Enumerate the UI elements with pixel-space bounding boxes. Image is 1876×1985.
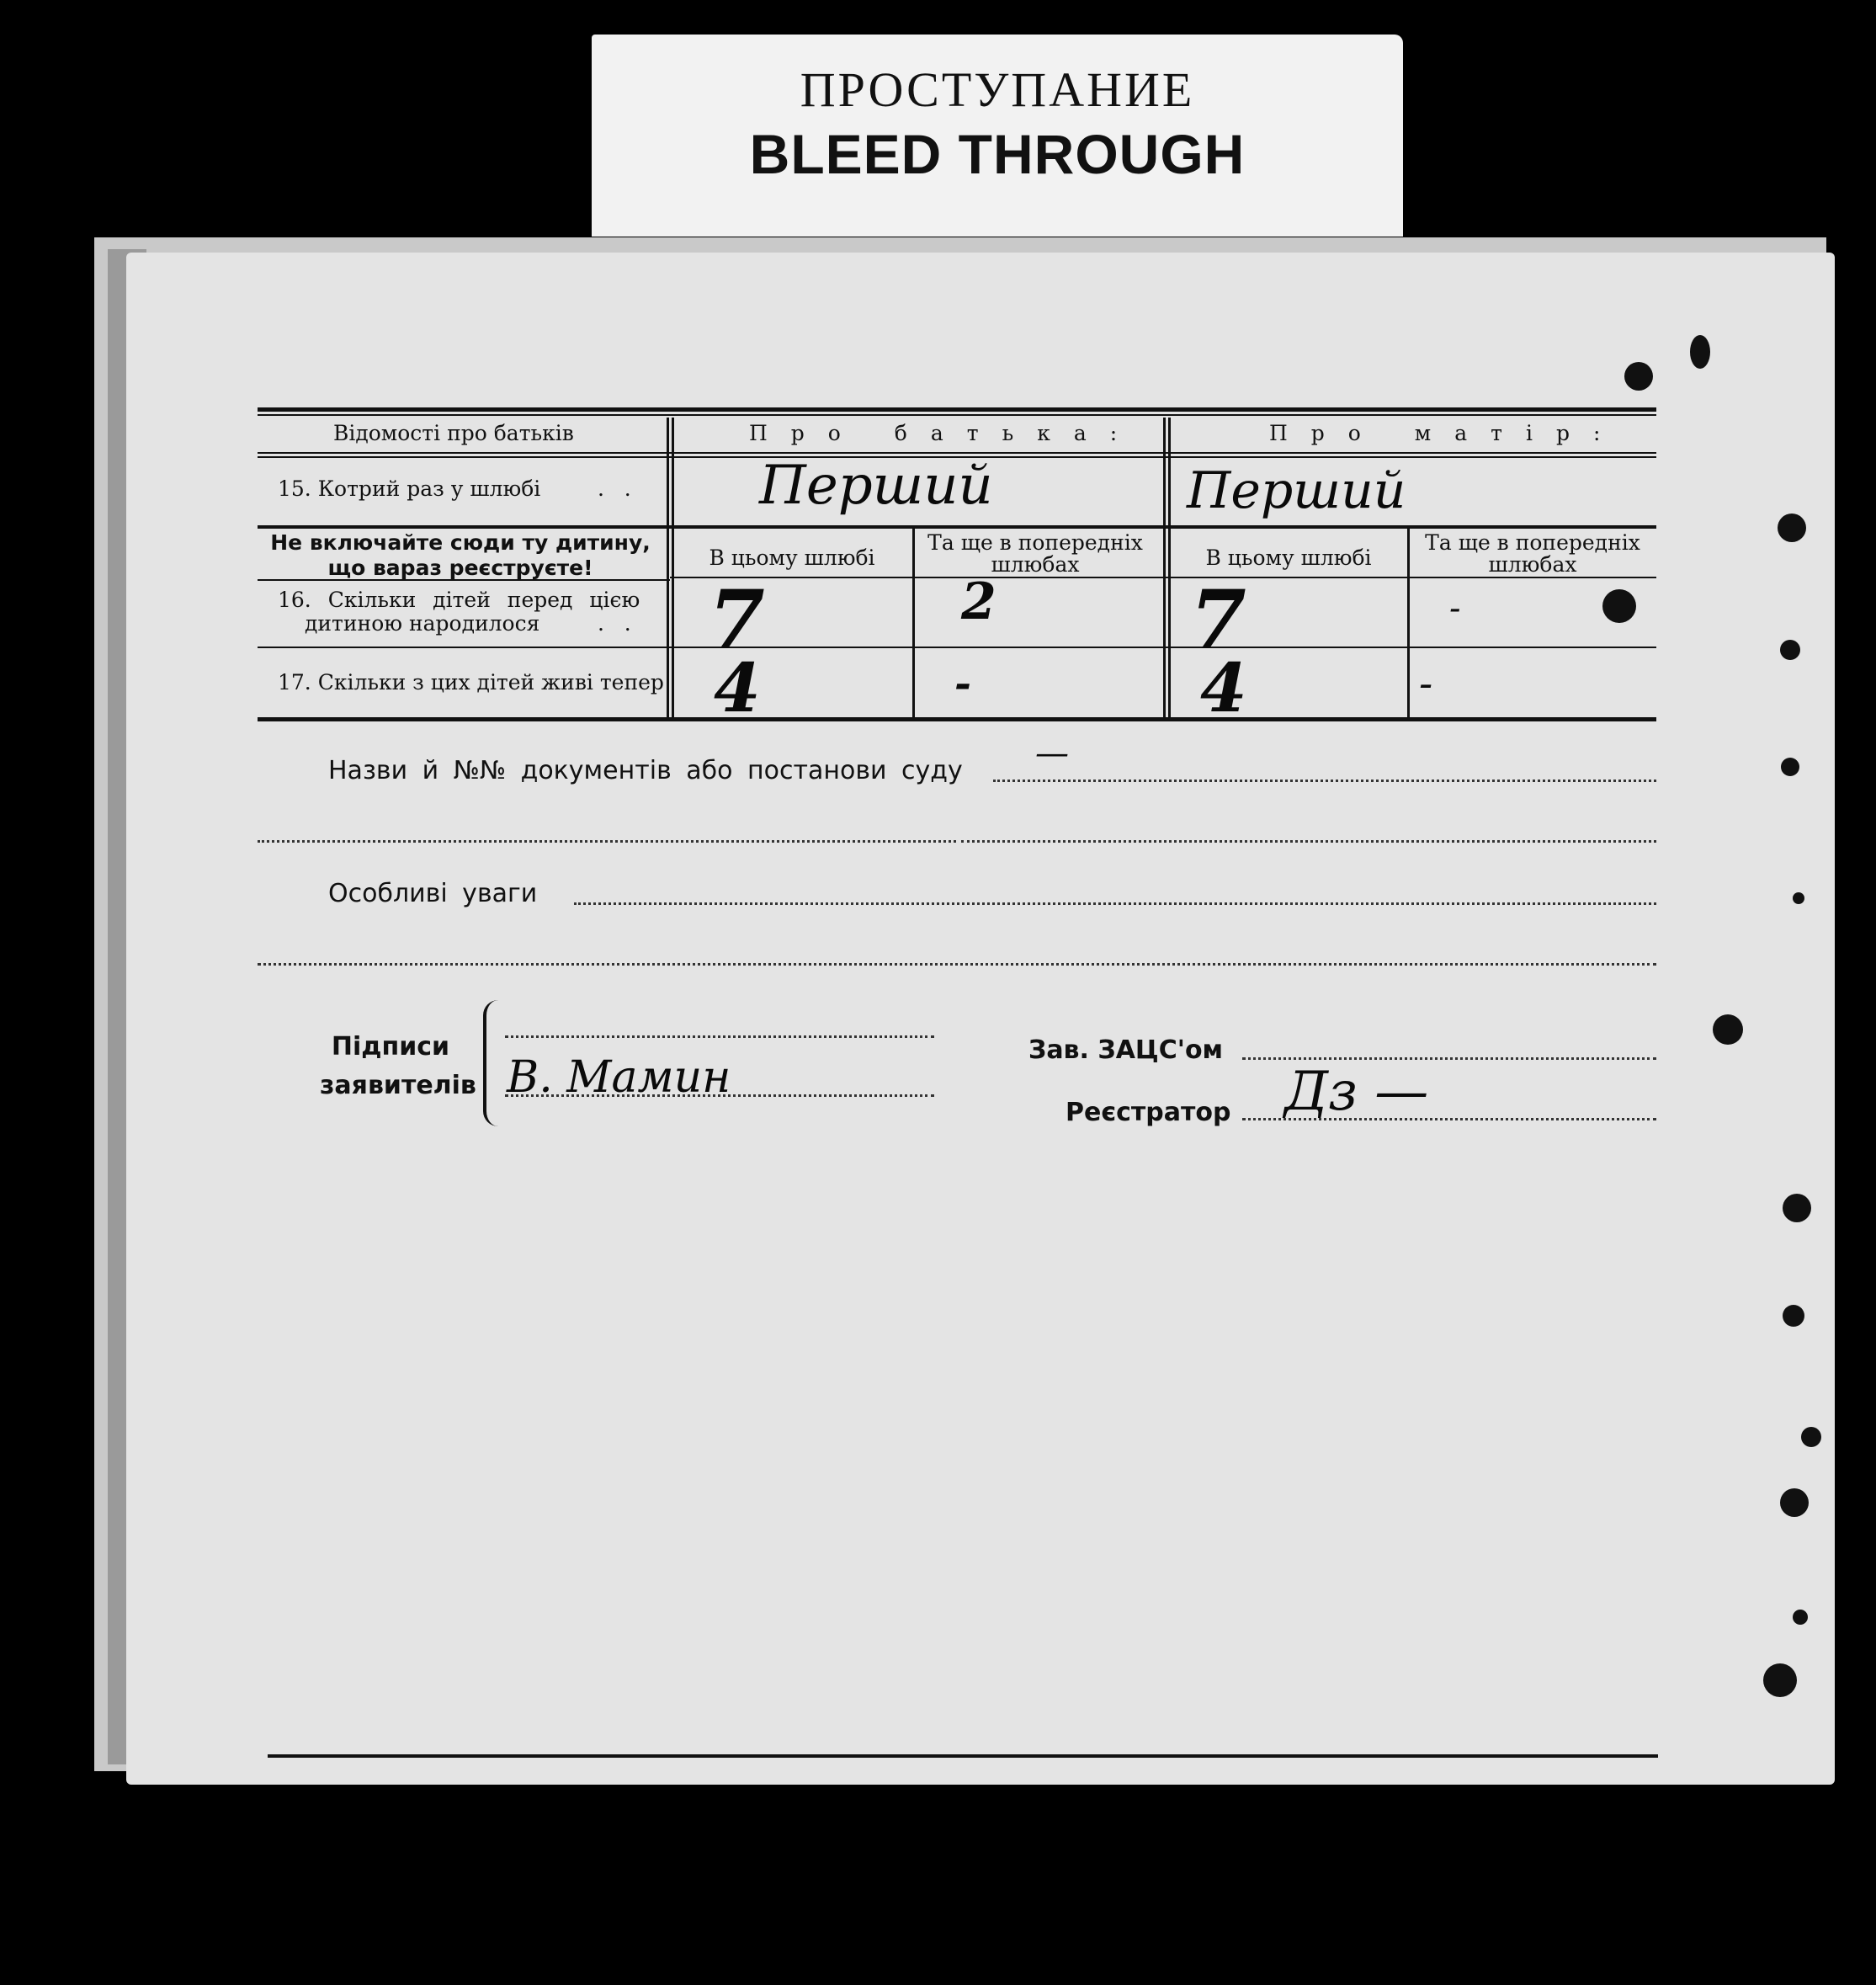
documents-dotted-line [993, 780, 1656, 782]
subheader-mother-this-marriage: В цьому шлюбі [1205, 545, 1372, 570]
label-english: BLEED THROUGH [749, 123, 1246, 185]
subheader-father-prev-line1: Та ще в попередніх [927, 530, 1143, 555]
head-zags-dotted-line [1242, 1057, 1656, 1060]
punch-hole [1713, 1014, 1743, 1045]
punch-hole [1624, 362, 1653, 391]
note-line1: Не включайте сюди ту дитину, [270, 530, 651, 555]
subheader-mother-prev-line1: Та ще в попередніх [1425, 530, 1640, 555]
row15-label: 15. Котрий раз у шлюбі [278, 476, 541, 501]
document-page [126, 253, 1835, 1785]
bottom-rule [268, 1754, 1658, 1758]
row17-mother-prev: - [1419, 660, 1433, 707]
applicant-signature: В. Мамин [507, 1052, 731, 1103]
subheader-father-this-marriage: В цьому шлюбі [709, 545, 875, 570]
row17-mother-this: 4 [1200, 648, 1247, 727]
bleed-through-label-card [592, 35, 1403, 237]
punch-hole [1793, 892, 1804, 904]
row17-father-prev: - [954, 660, 971, 707]
punch-hole [1783, 1305, 1804, 1327]
signatures-brace [483, 1000, 503, 1126]
head-zags-label: Зав. ЗАЦС'ом [1028, 1035, 1224, 1065]
documents-label: Назви й №№ документів або постанови суду [328, 756, 963, 785]
punch-hole [1783, 1194, 1811, 1222]
header-about-mother: Про матір: [1269, 421, 1624, 445]
row16-mother-this: 7 [1190, 572, 1246, 668]
row16-father-this: 7 [709, 572, 765, 668]
header-parents-info: Відомості про батьків [333, 421, 574, 445]
remarks-dotted-line [574, 902, 1656, 905]
punch-hole [1763, 1663, 1797, 1697]
header-about-father: Про батька: [749, 421, 1141, 445]
row16-leader-dots: . . [598, 611, 631, 636]
row16-label-line2: дитиною народилося [305, 611, 540, 636]
row16-mother-prev: - [1449, 589, 1461, 628]
punch-hole [1778, 514, 1806, 542]
note-line2: що вараз реєструєте! [327, 556, 593, 580]
punch-hole [1780, 640, 1800, 660]
row15-leader-dots: . . [598, 476, 631, 501]
row15-father-handwritten: Перший [759, 455, 993, 517]
applicant-signatures-label-line2: заявителів [320, 1071, 476, 1100]
remarks-dotted-line-2 [258, 963, 1656, 966]
label-russian: ПРОСТУПАНИЕ [800, 62, 1195, 117]
row16-label-line1: 16. Скільки дітей перед цією [278, 588, 640, 612]
documents-dotted-line-3 [961, 840, 1656, 843]
punch-hole [1690, 335, 1710, 369]
documents-dotted-line-2 [258, 840, 956, 843]
registrar-label: Реєстратор [1066, 1098, 1231, 1127]
documents-value: — [1035, 734, 1069, 773]
row15-mother-handwritten: Перший [1187, 461, 1406, 520]
punch-hole [1602, 589, 1636, 623]
punch-hole [1793, 1610, 1808, 1625]
punch-hole [1781, 758, 1799, 776]
applicant-signatures-label-line1: Підписи [331, 1032, 450, 1062]
remarks-label: Особливі уваги [328, 879, 538, 908]
row17-label: 17. Скільки з цих дітей живі тепер [278, 670, 664, 694]
punch-hole [1780, 1488, 1809, 1517]
registrar-signature: Дз — [1284, 1061, 1429, 1123]
punch-hole [1801, 1427, 1821, 1447]
row16-father-prev: 2 [961, 572, 996, 631]
subheader-mother-prev-line2: шлюбах [1488, 552, 1577, 577]
subheader-father-prev-line2: шлюбах [991, 552, 1080, 577]
row17-father-this: 4 [714, 648, 761, 727]
applicant-signature-line-1 [505, 1035, 934, 1038]
